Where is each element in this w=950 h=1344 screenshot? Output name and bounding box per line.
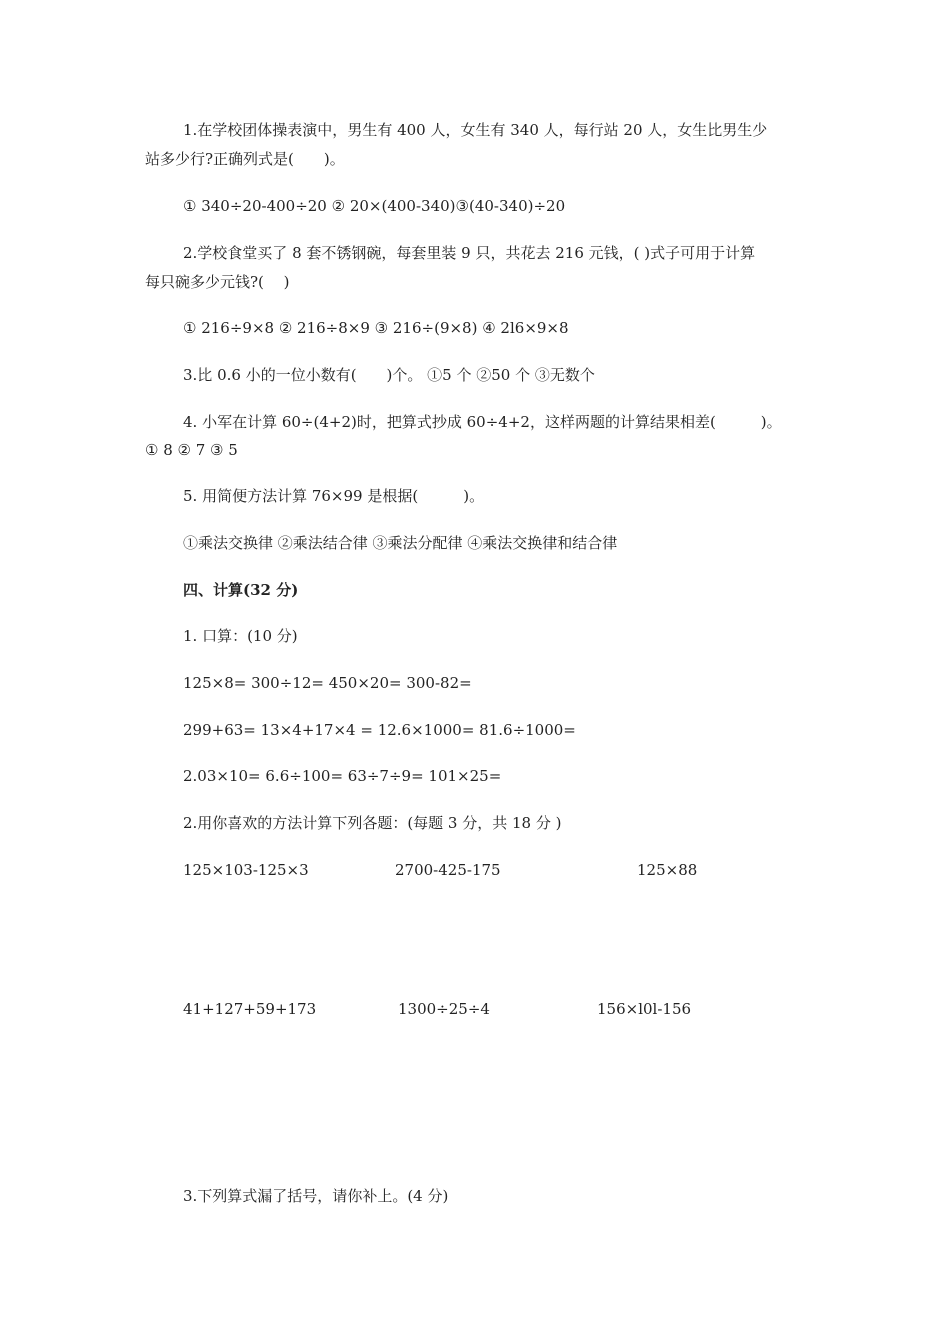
question-2-line-2: 每只碗多少元钱?( ) [145, 273, 290, 291]
oral-row-1: 125×8= 300÷12= 450×20= 300-82= [183, 674, 472, 692]
method-problem: 156×l0l-156 [597, 1000, 692, 1018]
question-3: 3.比 0.6 小的一位小数有( )个。 ①5 个 ②50 个 ③无数个 [183, 366, 595, 384]
question-2-options: ① 216÷9×8 ② 216÷8×9 ③ 216÷(9×8) ④ 2l6×9×8 [183, 319, 569, 337]
oral-row-2: 299+63= 13×4+17×4 = 12.6×1000= 81.6÷1000= [183, 721, 576, 739]
question-2-line-1: 2.学校食堂买了 8 套不锈钢碗，每套里装 9 只，共花去 216 元钱，( )式子可用于计算 [183, 244, 756, 262]
method-calculation-title: 2.用你喜欢的方法计算下列各题：(每题 3 分，共 18 分 ) [183, 814, 562, 832]
question-4-line-1: 4. 小军在计算 60÷(4+2)时，把算式抄成 60÷4+2，这样两题的计算结果相差( )。 [183, 413, 782, 431]
question-5: 5. 用简便方法计算 76×99 是根据( )。 [183, 487, 485, 505]
method-problem: 2700-425-175 [395, 861, 501, 879]
method-problem: 125×103-125×3 [183, 861, 309, 879]
method-problem: 41+127+59+173 [183, 1000, 317, 1018]
question-1-line-2: 站多少行?正确列式是( )。 [145, 150, 345, 168]
section-4-title: 四、计算(32 分) [183, 581, 299, 599]
oral-calculation-title: 1. 口算：(10 分) [183, 627, 298, 645]
question-5-options: ①乘法交换律 ②乘法结合律 ③乘法分配律 ④乘法交换律和结合律 [183, 534, 618, 552]
question-4-options: ① 8 ② 7 ③ 5 [145, 441, 238, 459]
question-1-options: ① 340÷20-400÷20 ② 20×(400-340)③(40-340)÷20 [183, 197, 566, 215]
method-problem: 125×88 [637, 861, 698, 879]
oral-row-3: 2.03×10= 6.6÷100= 63÷7÷9= 101×25= [183, 767, 502, 785]
bracket-question-title: 3.下列算式漏了括号，请你补上。(4 分) [183, 1187, 449, 1205]
method-problem: 1300÷25÷4 [398, 1000, 490, 1018]
question-1-line-1: 1.在学校团体操表演中，男生有 400 人，女生有 340 人，每行站 20 人，女生比男生少 [183, 121, 768, 139]
